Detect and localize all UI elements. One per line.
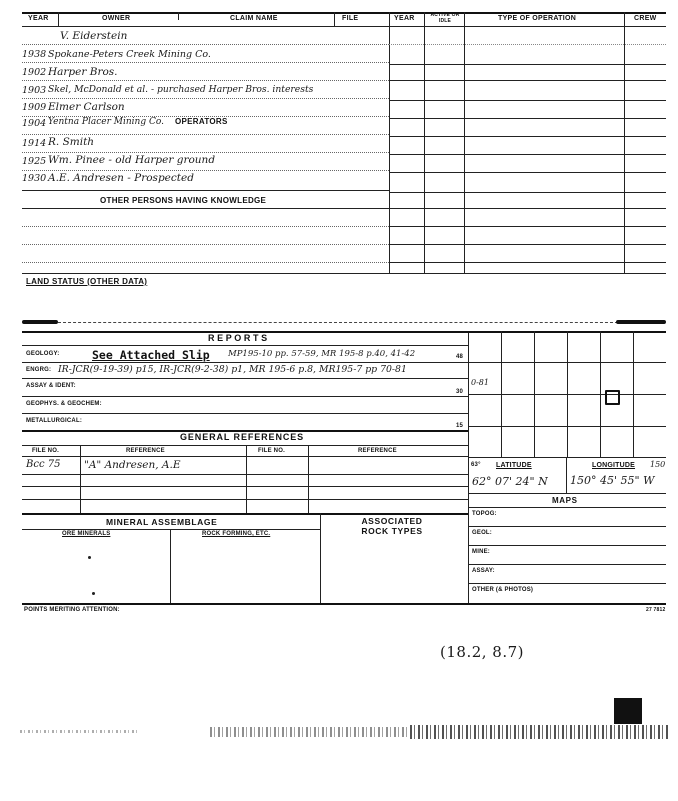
maps-rule [468,564,666,565]
geol-label: GEOL: [472,530,492,536]
associated-rock-types: ASSOCIATED ROCK TYPES [361,516,423,536]
mine-label: MINE: [472,549,490,555]
reports-title: REPORTS [208,333,270,343]
latitude-label: LATITUDE [496,462,532,469]
reports-rule [22,362,468,363]
mineral-divider [320,513,321,603]
hdr-active-idle: ACTIVE OR IDLE [430,12,460,24]
row-rule [22,244,389,245]
hdr-file: FILE [342,15,359,22]
mineral-divider [170,529,171,603]
owner-year: 1925 [22,156,47,167]
other-photos-label: OTHER (& PHOTOS) [472,587,534,593]
refs-col-divider [80,445,81,513]
longitude-label: LONGITUDE [592,462,636,469]
row-rule [22,134,389,135]
engrg-label: ENGRG: [26,367,52,373]
owner-row: Harper Bros. [48,66,118,78]
col-divider [389,12,390,273]
land-status-label: LAND STATUS (OTHER DATA) [26,277,148,286]
owner-row: Elmer Carlson [48,101,125,113]
location-marker-icon [605,390,620,405]
reports-rule [22,345,468,346]
speck [92,592,95,595]
latitude-value: 62° 07' 24" N [472,475,548,488]
other-persons-label: OTHER PERSONS HAVING KNOWLEDGE [100,196,267,205]
separator-mark [22,320,58,324]
hdr-owner: OWNER [102,15,131,22]
grid-line [468,457,666,458]
general-references-title: GENERAL REFERENCES [180,432,305,442]
separator-rule [58,322,618,323]
row-rule [389,244,666,245]
owner-year: 1938 [22,49,47,60]
row-rule [389,208,666,209]
grid-line [468,426,666,427]
owner-row: Wm. Pinee - old Harper ground [48,154,216,166]
metallurgical-label: METALLURGICAL: [26,418,83,424]
reports-right-divider [468,331,469,603]
hdr-type-operation: TYPE OF OPERATION [498,15,577,22]
col-divider [178,12,179,20]
col-divider [334,12,335,26]
scan-artifact [614,698,642,724]
owner-year: 1902 [22,67,47,78]
scan-artifact [410,725,668,739]
longitude-value: 150° 45' 55" W [570,474,655,487]
maps-rule [468,526,666,527]
owner-row: Spokane-Peters Creek Mining Co. [48,49,211,60]
assay-map-label: ASSAY: [472,568,495,574]
row-rule [22,273,666,274]
hdr-claim-name: CLAIM NAME [230,15,278,22]
grid-line [468,362,666,363]
mineral-title: MINERAL ASSEMBLAGE [106,517,218,527]
col-divider [424,12,425,273]
owner-row: R. Smith [48,136,95,148]
mineral-rule [22,529,320,530]
grid-line [468,394,666,395]
geology-value: See Attached Slip [92,348,210,362]
engrg-value: IR-JCR(9-19-39) p15, IR-JCR(9-2-38) p1, MR 195-6 p.8, MR195-7 pp 70-81 [58,364,407,375]
row-rule [22,44,389,45]
col-divider [58,12,59,26]
row-rule [389,192,666,193]
refs-col-file2: FILE NO. [258,448,285,454]
row-rule [389,64,666,65]
reports-rule [22,413,468,414]
refs-col-divider [308,445,309,513]
row-rule [389,118,666,119]
row-rule [389,172,666,173]
row-rule [22,80,389,81]
lat-prefix: 63° [471,462,481,468]
row-rule [22,262,389,263]
row-rule [22,208,389,209]
refs-rule [22,513,468,515]
latlon-divider [566,457,567,493]
row-rule [22,226,389,227]
row-rule [22,170,389,171]
refs-col-file: FILE NO. [32,448,59,454]
row-rule [389,80,666,81]
geophys-label: GEOPHYS. & GEOCHEM: [26,401,102,407]
hdr-year: YEAR [28,15,49,22]
row-rule [22,62,389,63]
refs-rule [22,456,468,457]
owner-row: A.E. Andresen - Prospected [48,172,194,184]
refs-col-ref: REFERENCE [126,448,165,454]
hdr-crew: CREW [634,15,657,22]
row-rule [389,44,666,45]
maps-rule [468,493,666,494]
rock-forming-label: ROCK FORMING, ETC. [202,531,271,537]
points-meriting-label: POINTS MERITING ATTENTION: [24,607,120,613]
ore-minerals-label: ORE MINERALS [62,531,111,537]
geology-label: GEOLOGY: [26,351,60,357]
scan-artifact [210,727,410,737]
owner-year: 1930 [22,173,47,184]
maps-label: MAPS [552,496,578,505]
col-divider [624,12,625,273]
col-divider [464,12,465,273]
row-rule [389,136,666,137]
grid-note: 0-81 [471,378,489,387]
top-rule [22,12,666,14]
row-rule [22,98,389,99]
maps-rule [468,545,666,546]
operators-label: OPERATORS [175,117,228,126]
assay-label: ASSAY & IDENT: [26,383,76,389]
header-rule [22,26,666,27]
refs-col-ref2: REFERENCE [358,448,397,454]
geology-code: 48 [456,354,464,360]
row-rule [22,190,389,191]
reports-rule [22,396,468,397]
topog-label: TOPOG: [472,511,497,517]
reports-rule [22,378,468,379]
row-rule [389,262,666,263]
owner-year: 1909 [22,102,47,113]
row-rule [389,226,666,227]
speck [88,556,91,559]
maps-rule [468,507,666,508]
lon-prefix: 150 [650,460,666,469]
assay-code: 30 [456,389,464,395]
row-rule [389,100,666,101]
hdr-year2: YEAR [394,15,415,22]
refs-rule [22,445,468,446]
form-code: 27 7812 [646,607,666,613]
coordinates-note: (18.2, 8.7) [440,643,524,661]
maps-rule [468,583,666,584]
refs-rule [22,486,468,487]
separator-mark [616,320,666,324]
refs-rule [22,474,468,475]
ref-entry: "A" Andresen, A.E [84,459,181,471]
refs-col-divider [246,445,247,513]
owner-year: 1904 [22,118,47,129]
owner-row: Skel, McDonald et al. - purchased Harper Bros. interests [48,84,314,95]
metallurgical-code: 15 [456,423,464,429]
row-rule [22,152,389,153]
mineral-bottom-rule [22,603,666,605]
owner-year: 1914 [22,138,47,149]
refs-rule [22,499,468,500]
scan-artifact [20,730,140,733]
ref-file-no: Bcc 75 [26,459,61,470]
owner-year: 1903 [22,85,47,96]
geology-note: MP195-10 pp. 57-59, MR 195-8 p.40, 41-42 [228,349,416,359]
owner-row: Yentna Placer Mining Co. [48,117,164,127]
row-rule [389,154,666,155]
owner-row: V. Eiderstein [60,30,128,42]
